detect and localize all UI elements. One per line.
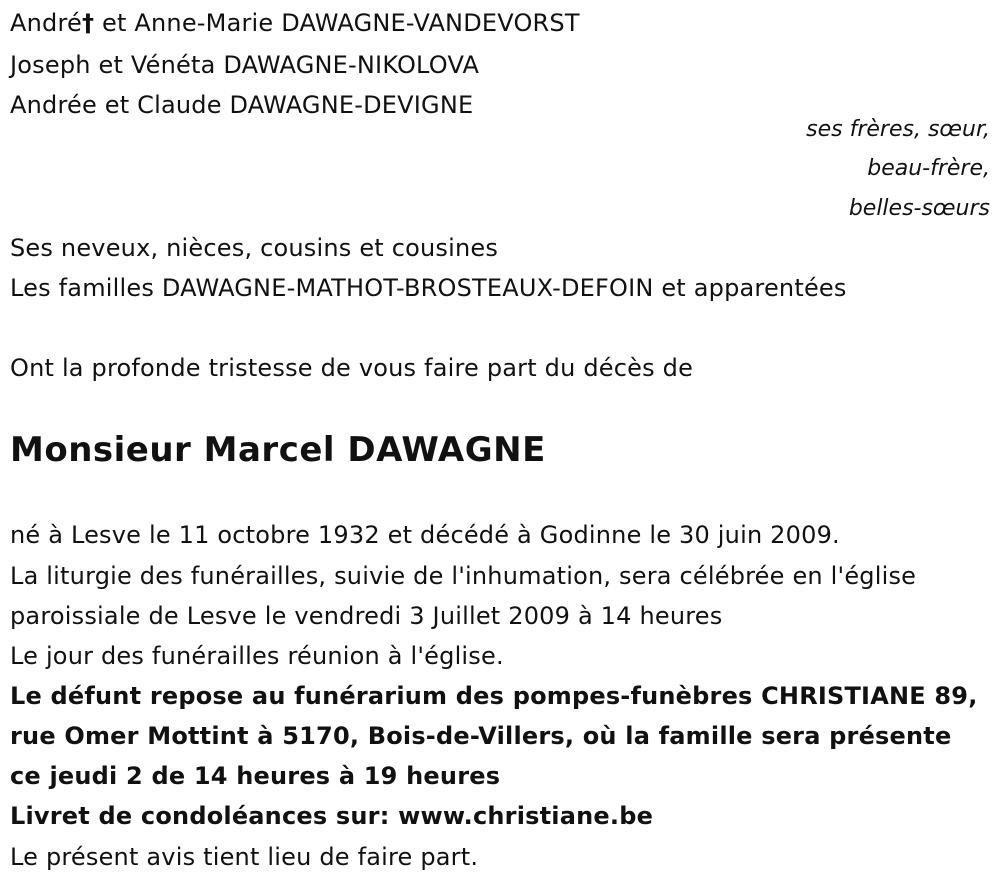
details-line-2: La liturgie des funérailles, suivie de l'inhumation, sera célébrée en l'église (10, 562, 917, 590)
relation-line-2: beau-frère, (867, 156, 990, 181)
cross-icon: † (81, 9, 95, 37)
others-line-2: Les familles DAWAGNE-MATHOT-BROSTEAUX-DEFOIN et apparentées (10, 274, 847, 302)
details-bold-2: rue Omer Mottint à 5170, Bois-de-Villers, où la famille sera présente (10, 722, 952, 750)
family-line-1 (10, 8, 580, 38)
family-line-2: Joseph et Vénéta DAWAGNE-NIKOLOVA (10, 51, 480, 79)
details-bold-4: Livret de condoléances sur: www.christiane.be (10, 802, 654, 830)
details-line-5: Le présent avis tient lieu de faire part. (10, 843, 479, 871)
family-line-1-name: André (10, 9, 82, 37)
family-line-3: Andrée et Claude DAWAGNE-DEVIGNE (10, 91, 474, 119)
relation-line-3: belles-sœurs (848, 196, 990, 221)
details-bold-3: ce jeudi 2 de 14 heures à 19 heures (10, 762, 501, 790)
details-line-1: né à Lesve le 11 octobre 1932 et décédé à Godinne le 30 juin 2009. (10, 521, 840, 549)
announcement: Ont la profonde tristesse de vous faire part du décès de (10, 354, 694, 382)
others-line-1: Ses neveux, nièces, cousins et cousines (10, 234, 499, 262)
details-line-4: Le jour des funérailles réunion à l'église. (10, 642, 504, 670)
details-bold-1: Le défunt repose au funérarium des pompes-funèbres CHRISTIANE 89, (10, 682, 978, 710)
deceased-name: Monsieur Marcel DAWAGNE (10, 430, 546, 470)
relation-line-1: ses frères, sœur, (806, 117, 990, 142)
family-line-1-rest: et Anne-Marie DAWAGNE-VANDEVORST (94, 9, 580, 37)
details-line-3: paroissiale de Lesve le vendredi 3 Juillet 2009 à 14 heures (10, 602, 723, 630)
